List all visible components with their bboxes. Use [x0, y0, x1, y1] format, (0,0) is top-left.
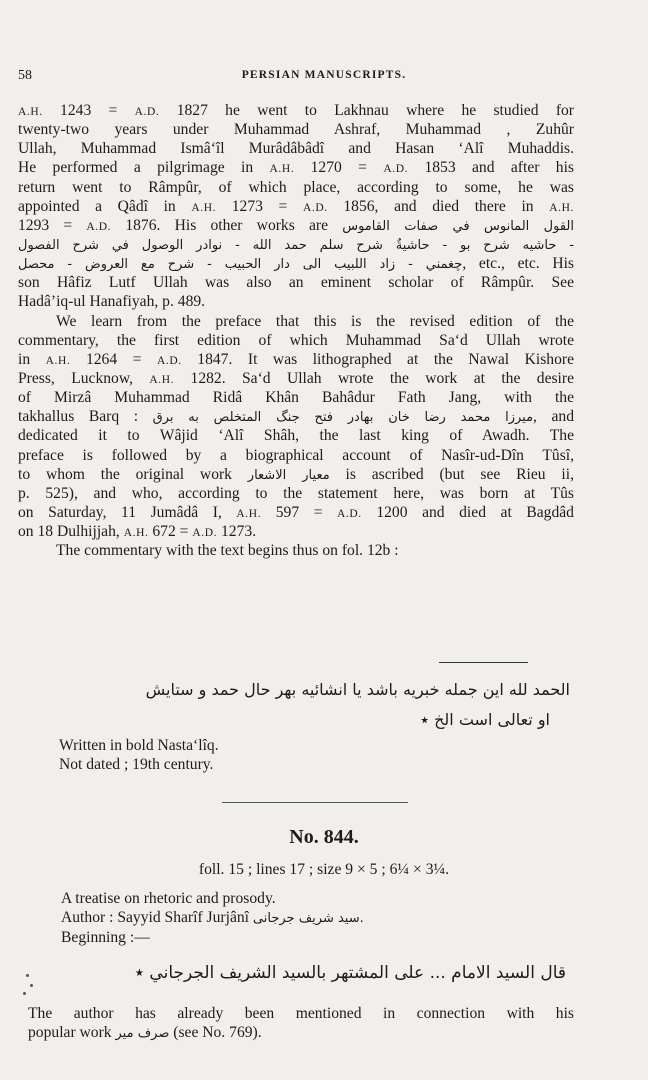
final-line-2 [28, 1023, 574, 1042]
entry-meta [61, 889, 364, 947]
line-text: 1853 and after his [408, 159, 574, 177]
era-abbrev: A.H. [191, 201, 217, 214]
line-text: 1282. Sa‘d Ullah wrote the work at the desire [174, 369, 575, 387]
arabic-text: القول المانوس في صفات القاموس [342, 218, 574, 234]
running-head: PERSIAN MANUSCRIPTS. [241, 69, 407, 81]
manuscript-note [59, 736, 219, 774]
body-line [18, 446, 574, 465]
line-text: on Saturday, 11 Jumâdâ I, [18, 503, 237, 521]
line-text: of Mirzâ Muhammad Ridâ Khân Bahâdur Fath Jang, with the [18, 389, 574, 407]
body-line [18, 388, 574, 407]
line-text: 1273 = [216, 197, 303, 215]
body-line [18, 197, 574, 216]
line-text: Ullah, Muhammad Ismâ‘îl Murâdâbâdî and Hasan ‘Alî Muhaddis. [18, 140, 574, 158]
body-line [18, 216, 574, 235]
line-text: p. 525), and who, according to the statement here, was born at Tûs [18, 484, 574, 502]
note-date: Not dated ; 19th century. [59, 756, 214, 774]
final-line-2-ref: (see No. 769). [173, 1024, 262, 1042]
era-abbrev: A.H. [549, 201, 574, 214]
line-text: takhallus Barq : [18, 408, 153, 426]
body-line [18, 503, 574, 522]
line-text: 1876. His other works are [111, 216, 343, 234]
body-line [18, 350, 574, 369]
line-text: 1243 = [42, 102, 135, 119]
line-text: on 18 Dulhijjah, [18, 523, 124, 541]
arabic-text: حاشيه شرح بو - حاشيةٌ شرح سلم حمد الله - نوادر الوصول في شرح الفصول - [18, 237, 574, 253]
body-line [18, 292, 574, 311]
era-abbrev: A.D. [383, 163, 409, 176]
line-text: in [18, 350, 46, 368]
entry-title: No. 844. [289, 826, 359, 848]
line-text: commentary, the first edition of which Muhammad Sa‘d Ullah wrote [18, 331, 574, 349]
ink-speck [30, 984, 33, 987]
era-abbrev: A.D. [337, 507, 362, 520]
body-line [18, 101, 574, 120]
ink-speck [23, 992, 26, 995]
era-abbrev: A.D. [302, 201, 328, 214]
final-paragraph [28, 1004, 574, 1042]
line-text: , etc., etc. His [462, 255, 574, 273]
line-text: 1847. It was lithographed at the Nawal Kishore [181, 350, 574, 368]
line-text: preface is followed by a biographical account of Nasîr-ud-Dîn Tûsî, [18, 446, 574, 464]
body-line [18, 139, 574, 158]
author-arabic: سید شریف جرجانی. [252, 911, 364, 927]
era-abbrev: A.H. [269, 163, 295, 176]
final-line-2-text: popular work [28, 1024, 112, 1042]
beginning-text: قال السيد الامام ... على المشتهر بالسيد الشريف الجرجاني ٭ [134, 963, 566, 983]
line-text: He performed a pilgrimage in [18, 159, 270, 177]
body-line [18, 158, 574, 177]
page-header [18, 68, 630, 86]
era-abbrev: A.D. [192, 527, 218, 540]
persian-quote-line-1: الحمد لله این جمله خبریه باشد یا انشائیه بهر حال حمد و ستایش [145, 680, 570, 699]
body-line [18, 465, 574, 484]
author-name: Sayyid Sharîf Jurjânî [117, 909, 249, 927]
body-line [18, 426, 574, 445]
line-text: 1200 and died at Bagdâd [361, 503, 574, 521]
line-text: 1270 = [294, 159, 384, 177]
line-text: 1273. [217, 523, 257, 541]
line-text: We learn from the preface that this is the revised edition of the [56, 312, 574, 330]
line-text: 1264 = [70, 350, 157, 368]
body-line [18, 541, 574, 560]
entry-description: A treatise on rhetoric and prosody. [61, 890, 276, 907]
body-line [18, 235, 574, 254]
line-text: twenty-two years under Muhammad Ashraf, Muhammad , Zuhûr [18, 121, 574, 139]
body-line [18, 120, 574, 139]
era-abbrev: A.D. [134, 106, 160, 118]
body-text [18, 101, 574, 560]
line-text: is ascribed (but see Rieu ii, [329, 465, 574, 483]
entry-author [61, 908, 364, 928]
body-line [18, 407, 574, 426]
short-rule [439, 662, 528, 663]
body-line [18, 312, 574, 331]
line-text: dedicated it to Wâjid ‘Alî Shâh, the last king of Awadh. The [18, 427, 574, 445]
line-text: Hadâ’iq-ul Hanafiyah, p. 489. [18, 293, 206, 311]
era-abbrev: A.H. [149, 373, 175, 386]
final-line-1: The author has already been mentioned in connection with his [28, 1005, 574, 1022]
arabic-text: چغمني - زاد اللبيب الى دار الحبيب - شرح مع العروض - محصل [18, 257, 463, 273]
ink-speck [26, 974, 29, 977]
arabic-text: معيار الاشعار [247, 467, 330, 483]
section-divider [222, 802, 408, 803]
era-abbrev: A.H. [18, 106, 43, 118]
persian-quote-line-2: او تعالی است الخ ٭ [420, 710, 550, 729]
line-text: to whom the original work [18, 465, 248, 483]
line-text: return went to Râmpûr, of which place, according to some, he was [18, 178, 574, 196]
body-line [18, 522, 574, 541]
era-abbrev: A.H. [45, 354, 71, 367]
line-text: , and [533, 408, 574, 426]
line-text: 1293 = [18, 216, 87, 234]
body-line [18, 484, 574, 503]
line-text: son Hâfiz Lutf Ullah was also an eminent scholar of Râmpûr. See [18, 274, 574, 292]
body-line [18, 178, 574, 197]
final-line-2-arabic: صرف مير [115, 1026, 170, 1042]
author-label: Author : [61, 909, 114, 927]
line-text: appointed a Qâdî in [18, 197, 192, 215]
entry-collation: foll. 15 ; lines 17 ; size 9 × 5 ; 6¼ × 3¼. [198, 861, 450, 878]
line-text: 1856, and died there in [327, 197, 550, 215]
line-text: 597 = [261, 503, 338, 521]
line-text: 672 = [148, 523, 193, 541]
body-line [18, 369, 574, 388]
era-abbrev: A.D. [86, 220, 112, 233]
arabic-text: ميرزا محمد رضا خان بهادر فتح جنگ المتخلص به برق [152, 410, 534, 426]
page-number: 58 [18, 68, 32, 83]
body-line [18, 331, 574, 350]
era-abbrev: A.D. [156, 354, 182, 367]
beginning-label: Beginning :— [61, 929, 150, 947]
era-abbrev: A.H. [123, 527, 149, 540]
body-line [18, 273, 574, 292]
body-line [18, 254, 574, 273]
line-text: Press, Lucknow, [18, 369, 150, 387]
line-text: The commentary with the text begins thus on fol. 12b : [56, 542, 399, 560]
note-script: Written in bold Nasta‘lîq. [59, 737, 219, 754]
era-abbrev: A.H. [236, 507, 262, 520]
line-text: 1827 he went to Lakhnau where he studied for [159, 102, 574, 119]
